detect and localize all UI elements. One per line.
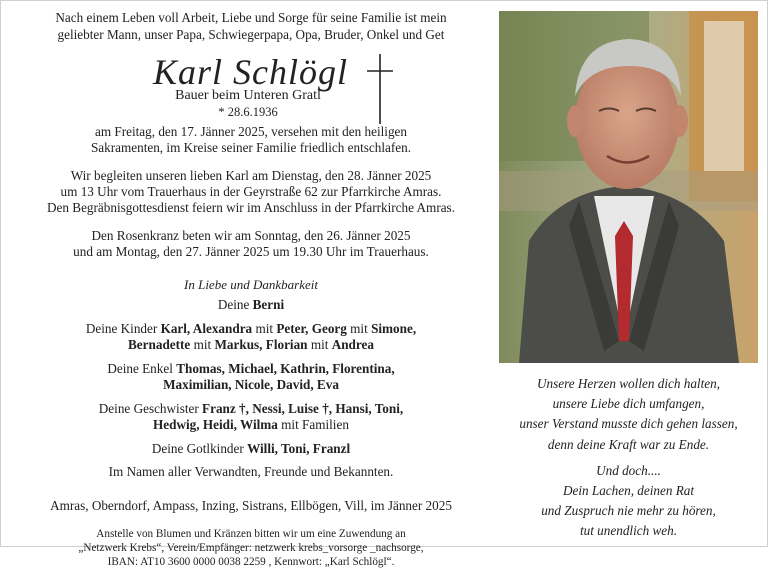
donation-note (11, 527, 491, 569)
child-name: Andrea (331, 337, 374, 352)
poem-line: Und doch.... (596, 462, 661, 478)
poem-line: tut unendlich weh. (579, 523, 678, 539)
poem-line: Unsere Herzen wollen dich halten, (536, 376, 720, 391)
occupation: Bauer beim Unteren Gratl (175, 88, 321, 103)
places-line: Amras, Oberndorf, Ampass, Inzing, Sistrans, Ellbögen, Vill, im Jänner 2025 (50, 497, 452, 513)
label: mit (307, 337, 332, 352)
rosary-line: und am Montag, den 27. Jänner 2025 um 19.30 Uhr im Trauerhaus. (73, 244, 429, 259)
intro-line: Nach einem Leben voll Arbeit, Liebe und Sorge für seine Familie ist mein (55, 10, 447, 25)
poem (499, 374, 758, 542)
label: Deine Kinder (85, 320, 161, 336)
label: mit (346, 320, 372, 336)
birth-date: * 28.6.1936 (218, 105, 278, 119)
label: Deine Gotlkinder (151, 440, 248, 456)
child-name: Simone, (371, 320, 417, 336)
donation-line: Anstelle von Blumen und Kränzen bitten wir um eine Zuwendung an (96, 527, 406, 540)
label: mit (252, 320, 277, 336)
name-block (11, 52, 491, 120)
funeral-line: Wir begleiten unseren lieben Karl am Dienstag, den 28. Jänner 2025 (70, 168, 432, 183)
child-name: Bernadette (128, 337, 191, 352)
siblings-row (11, 401, 491, 434)
sibling-names: Hedwig, Heidi, Wilma (153, 417, 278, 432)
portrait-photo (499, 11, 758, 363)
children-row (11, 321, 491, 354)
poem-line: und Zuspruch nie mehr zu hören, (541, 503, 716, 519)
godchildren-names: Willi, Toni, Franzl (247, 440, 351, 456)
grandchildren-names: Maximilian, Nicole, David, Eva (163, 377, 339, 392)
cross-icon (367, 54, 393, 124)
family-list (11, 297, 491, 481)
poem-line: unser Verstand musste dich gehen lassen, (519, 416, 738, 432)
child-name: Markus, Florian (214, 337, 308, 352)
poem-line: Dein Lachen, deinen Rat (562, 483, 695, 499)
portrait-photo-icon (499, 11, 758, 363)
rosary-line: Den Rosenkranz beten wir am Sonntag, den 26. Jänner 2025 (91, 228, 411, 243)
label: mit (190, 337, 215, 352)
wife-row (11, 297, 491, 314)
death-notice (11, 124, 491, 156)
intro-line: geliebter Mann, unser Papa, Schwiegerpapa, Opa, Bruder, Onkel und Get (57, 27, 445, 42)
deceased-name: Karl Schlögl (153, 52, 349, 92)
grandchildren-names: Thomas, Michael, Kathrin, Florentina, (176, 360, 395, 376)
intro-text (11, 9, 491, 43)
funeral-line: um 13 Uhr vom Trauerhaus in der Geyrstraße 62 zur Pfarrkirche Amras. (60, 184, 442, 199)
obituary-text-column (11, 9, 491, 569)
label: Deine Geschwister (98, 400, 203, 416)
child-name: Peter, Georg (276, 320, 347, 336)
label: Deine Enkel (107, 360, 177, 376)
sibling-names: Franz †, Nessi, Luise †, Hansi, Toni, (202, 400, 404, 416)
funeral-line: Den Begräbnisgottesdienst feiern wir im Anschluss in der Pfarrkirche Amras. (47, 200, 455, 215)
poem-line: denn deine Kraft war zu Ende. (547, 436, 710, 452)
donation-line: „Netzwerk Krebs“, Verein/Empfänger: netzwerk krebs_vorsorge _nachsorge, (78, 541, 424, 554)
label: mit Familien (277, 417, 349, 432)
godchildren-row (11, 441, 491, 458)
death-notice-line: Sakramenten, im Kreise seiner Familie friedlich entschlafen. (90, 140, 412, 155)
child-name: Karl, Alexandra (160, 320, 253, 336)
in-love-line: In Liebe und Dankbarkeit (184, 277, 318, 292)
poem-line: unsere Liebe dich umfangen, (552, 396, 705, 412)
rosary-info (11, 228, 491, 260)
donation-line: IBAN: AT10 3600 0000 0038 2259 , Kennwort: „Karl Schlögl“. (107, 555, 395, 568)
label: Deine (217, 297, 253, 312)
grandchildren-row (11, 361, 491, 394)
relatives-line: Im Namen aller Verwandten, Freunde und Bekannten. (108, 464, 394, 479)
wife-name: Berni (252, 297, 285, 312)
death-notice-line: am Freitag, den 17. Jänner 2025, versehen mit den heiligen (94, 124, 408, 139)
funeral-info (11, 168, 491, 216)
